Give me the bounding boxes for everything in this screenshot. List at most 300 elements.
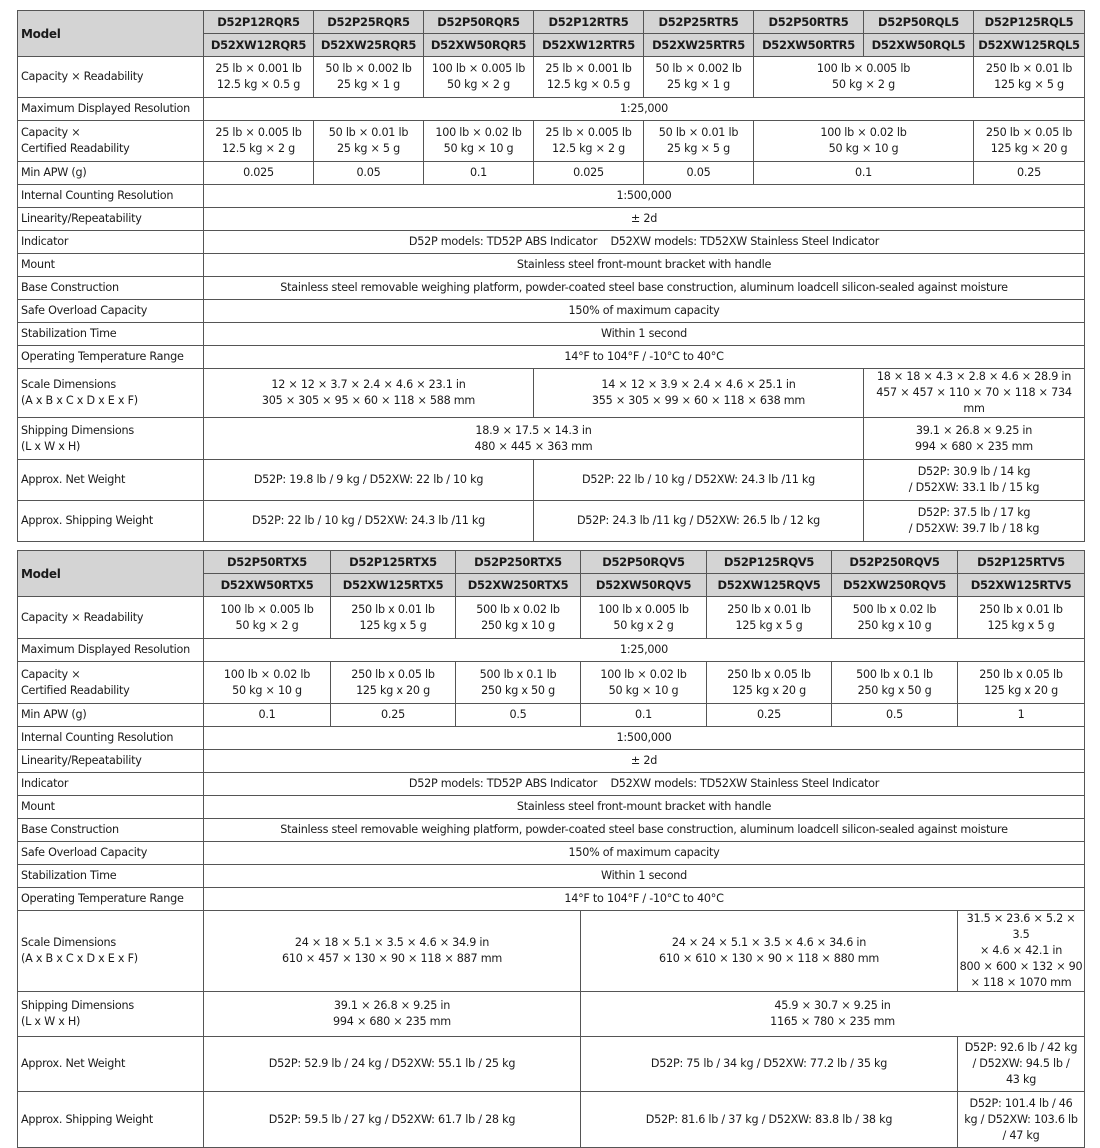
row-label (18, 369, 204, 418)
row-net-weight (18, 460, 1085, 501)
model-p-header: D52P50RQR5 (424, 11, 534, 34)
scale-dimensions-cell (204, 369, 534, 418)
model-xw-header: D52XW12RTR5 (534, 34, 644, 57)
cell-line: 50 lb × 0.01 lb (328, 126, 409, 139)
model-xw-header: D52XW125RQL5 (974, 34, 1085, 57)
row-mount (18, 796, 1085, 819)
certified-cell (958, 662, 1085, 704)
row-label-text: Operating Temperature Range (21, 892, 184, 905)
capacity-cell (424, 57, 534, 98)
certified-cell (424, 121, 534, 162)
cell-line: / 47 kg (1002, 1128, 1040, 1142)
apw-cell: 0.025 (534, 162, 644, 185)
cell-line: 100 lb × 0.005 lb (431, 62, 526, 75)
cell-line: 50 kg × 2 g (235, 618, 299, 632)
cell-line: 250 kg x 50 g (857, 683, 932, 697)
cell-line: 500 lb x 0.02 lb (852, 602, 937, 616)
cell-line: D52P: 101.4 lb / 46 (969, 1096, 1073, 1110)
base-cell: Stainless steel removable weighing platform, powder-coated steel base construction, aluminum loadcell silicon-sealed against moisture (204, 819, 1085, 842)
cell-line: 25 kg × 5 g (667, 142, 730, 155)
stabilization-cell: Within 1 second (204, 865, 1085, 888)
certified-cell (974, 121, 1085, 162)
row-label-text: Capacity × (21, 126, 81, 139)
row-scale-dimensions (18, 369, 1085, 418)
row-min-apw (18, 704, 1085, 727)
row-label-text: Min APW (g) (21, 166, 87, 179)
row-label-text: Capacity × Readability (21, 70, 144, 83)
apw-cell: 0.1 (204, 704, 331, 727)
certified-cell (707, 662, 832, 704)
cell-line: 250 lb x 0.05 lb (727, 667, 811, 681)
row-linearity (18, 208, 1085, 231)
cell-line: 305 × 305 × 95 × 60 × 118 × 588 mm (261, 394, 476, 407)
cell-line: 12 × 12 × 3.7 × 2.4 × 4.6 × 23.1 in (271, 378, 466, 391)
model-xw-header: D52XW25RTR5 (644, 34, 754, 57)
cell-line: 50 lb × 0.002 lb (325, 62, 412, 75)
row-label-text: Maximum Displayed Resolution (21, 643, 190, 656)
cell-line: 18.9 × 17.5 × 14.3 in (475, 423, 592, 437)
cell-line: 800 × 600 × 132 × 90 (959, 960, 1083, 973)
row-label-text: Stabilization Time (21, 869, 117, 882)
row-label-text: Shipping Dimensions (21, 999, 134, 1012)
row-label (18, 300, 204, 323)
cell-line: 250 kg x 10 g (857, 618, 932, 632)
row-label (18, 277, 204, 300)
row-min-apw (18, 162, 1085, 185)
row-max-displayed-resolution (18, 639, 1085, 662)
cell-line: 39.1 × 26.8 × 9.25 in (333, 999, 451, 1012)
cell-line: 100 lb × 0.02 lb (223, 667, 311, 681)
net-weight-cell (534, 460, 864, 501)
cell-line: 25 lb × 0.005 lb (545, 126, 632, 139)
row-label-text: Approx. Shipping Weight (21, 514, 154, 527)
cell-line: 100 lb × 0.02 lb (435, 126, 522, 139)
row-label (18, 727, 204, 750)
cell-line: / D52XW: 39.7 lb / 18 kg (908, 522, 1040, 535)
cell-line: 24 × 18 × 5.1 × 3.5 × 4.6 × 34.9 in (294, 936, 490, 949)
cell-line: D52P: 22 lb / 10 kg / D52XW: 24.3 lb /11 kg (582, 473, 815, 486)
apw-cell: 0.25 (974, 162, 1085, 185)
row-internal-counting-resolution (18, 727, 1085, 750)
cell-line: 500 lb x 0.1 lb (479, 667, 557, 681)
apw-cell: 0.025 (204, 162, 314, 185)
row-label (18, 773, 204, 796)
cell-line: 50 kg × 10 g (443, 142, 514, 155)
mount-cell: Stainless steel front-mount bracket with handle (204, 254, 1085, 277)
row-label-text: Indicator (21, 235, 69, 248)
cell-line: 610 × 610 × 130 × 90 × 118 × 880 mm (658, 952, 880, 965)
row-label (18, 231, 204, 254)
row-label (18, 98, 204, 121)
cell-line: 250 lb x 0.05 lb (351, 667, 435, 681)
cell-line: 12.5 kg × 2 g (221, 142, 296, 155)
model-p-header: D52P50RQV5 (581, 551, 707, 574)
row-certified-readability (18, 121, 1085, 162)
cell-line: 125 kg x 5 g (359, 618, 427, 632)
row-stabilization-time (18, 865, 1085, 888)
row-label-text: Safe Overload Capacity (21, 304, 148, 317)
shipping-weight-cell (204, 1092, 581, 1148)
row-label (18, 418, 204, 460)
model-xw-header: D52XW50RTR5 (754, 34, 864, 57)
cell-line: / D52XW: 94.5 lb / (972, 1057, 1070, 1070)
row-label-text: (L x W x H) (21, 439, 81, 453)
temperature-cell: 14°F to 104°F / -10°C to 40°C (204, 346, 1085, 369)
capacity-cell (707, 597, 832, 639)
cell-line: D52P: 24.3 lb /11 kg / D52XW: 26.5 lb / 12 kg (576, 514, 821, 527)
capacity-cell (331, 597, 456, 639)
cell-line: 39.1 × 26.8 × 9.25 in (915, 423, 1033, 437)
cell-line: 12.5 kg × 0.5 g (546, 78, 631, 91)
cell-line: 125 kg × 20 g (990, 142, 1068, 155)
row-label (18, 750, 204, 773)
header-row-p (18, 551, 1085, 574)
cell-line: 994 × 680 × 235 mm (915, 439, 1033, 453)
model-xw-header: D52XW125RQV5 (707, 574, 832, 597)
cell-line: 100 lb x 0.005 lb (598, 602, 689, 616)
header-row-p (18, 11, 1085, 34)
row-base-construction (18, 277, 1085, 300)
cell-line: 50 lb × 0.002 lb (655, 62, 742, 75)
certified-cell (204, 662, 331, 704)
row-label (18, 992, 204, 1037)
row-certified-readability (18, 662, 1085, 704)
cell-line: 250 lb x 0.01 lb (351, 602, 435, 616)
row-label (18, 911, 204, 992)
row-shipping-dimensions (18, 418, 1085, 460)
cell-line: 25 lb × 0.001 lb (215, 62, 302, 75)
row-label (18, 1092, 204, 1148)
capacity-cell (832, 597, 958, 639)
row-label-text: Stabilization Time (21, 327, 117, 340)
row-label-text: Internal Counting Resolution (21, 189, 174, 202)
model-xw-header: D52XW50RQR5 (424, 34, 534, 57)
cell-line: 12.5 kg × 2 g (551, 142, 626, 155)
certified-cell (456, 662, 581, 704)
row-label (18, 121, 204, 162)
certified-cell (832, 662, 958, 704)
row-max-displayed-resolution (18, 98, 1085, 121)
row-label (18, 888, 204, 911)
row-label-text: Safe Overload Capacity (21, 846, 148, 859)
row-shipping-dimensions (18, 992, 1085, 1037)
row-label (18, 639, 204, 662)
row-label-text: Certified Readability (21, 142, 130, 155)
apw-cell: 0.1 (581, 704, 707, 727)
cell-line: 50 kg × 10 g (608, 683, 679, 697)
capacity-cell (581, 597, 707, 639)
row-label-text: (L x W x H) (21, 1015, 81, 1028)
indicator-cell: D52P models: TD52P ABS Indicator D52XW models: TD52XW Stainless Steel Indicator (204, 773, 1085, 796)
certified-cell (314, 121, 424, 162)
scale-dimensions-cell (534, 369, 864, 418)
row-safe-overload (18, 842, 1085, 865)
model-xw-header: D52XW125RTX5 (331, 574, 456, 597)
row-label-text: Shipping Dimensions (21, 423, 134, 437)
capacity-cell (534, 57, 644, 98)
cell-line: 994 × 680 × 235 mm (333, 1015, 451, 1028)
cell-line: 125 kg x 20 g (984, 683, 1058, 697)
scale-dimensions-cell (864, 369, 1085, 418)
capacity-cell (456, 597, 581, 639)
linearity-cell: ± 2d (204, 750, 1085, 773)
cell-line: 100 lb × 0.005 lb (220, 602, 314, 616)
capacity-cell (204, 57, 314, 98)
cell-line: 125 kg x 20 g (732, 683, 806, 697)
row-label (18, 865, 204, 888)
shipping-dimensions-cell (864, 418, 1085, 460)
shipping-dimensions-cell (204, 992, 581, 1037)
apw-cell: 0.1 (424, 162, 534, 185)
model-xw-header: D52XW50RQL5 (864, 34, 974, 57)
shipping-dimensions-cell (581, 992, 1085, 1037)
linearity-cell: ± 2d (204, 208, 1085, 231)
net-weight-cell (204, 460, 534, 501)
cell-line: × 118 × 1070 mm (970, 976, 1072, 989)
model-p-header: D52P125RTV5 (958, 551, 1085, 574)
row-label-text: Mount (21, 258, 55, 271)
icr-cell: 1:500,000 (204, 185, 1085, 208)
cell-line: 24 × 24 × 5.1 × 3.5 × 4.6 × 34.6 in (671, 936, 867, 949)
model-p-header: D52P12RTR5 (534, 11, 644, 34)
cell-line: 610 × 457 × 130 × 90 × 118 × 887 mm (281, 952, 503, 965)
cell-line: 25 lb × 0.005 lb (215, 126, 302, 139)
row-capacity-readability (18, 57, 1085, 98)
model-p-header: D52P12RQR5 (204, 11, 314, 34)
apw-cell: 0.05 (644, 162, 754, 185)
model-p-header: D52P50RTX5 (204, 551, 331, 574)
base-cell: Stainless steel removable weighing platform, powder-coated steel base construction, aluminum loadcell silicon-sealed against moisture (204, 277, 1085, 300)
cell-line: D52P: 59.5 lb / 27 kg / D52XW: 61.7 lb / 28 kg (268, 1112, 516, 1126)
certified-cell (331, 662, 456, 704)
certified-cell (644, 121, 754, 162)
cell-line: 250 lb × 0.05 lb (985, 126, 1073, 139)
certified-cell (534, 121, 644, 162)
cell-line: 100 lb × 0.02 lb (820, 126, 907, 139)
row-label (18, 704, 204, 727)
model-xw-header: D52XW50RTX5 (204, 574, 331, 597)
cell-line: 25 kg × 1 g (667, 78, 730, 91)
row-safe-overload (18, 300, 1085, 323)
overload-cell: 150% of maximum capacity (204, 842, 1085, 865)
capacity-cell (958, 597, 1085, 639)
certified-cell (754, 121, 974, 162)
apw-cell: 0.1 (754, 162, 974, 185)
shipping-weight-cell (204, 501, 534, 542)
row-stabilization-time (18, 323, 1085, 346)
cell-line: / D52XW: 33.1 lb / 15 kg (908, 481, 1040, 494)
model-xw-header: D52XW25RQR5 (314, 34, 424, 57)
cell-line: 125 kg x 20 g (356, 683, 430, 697)
cell-line: D52P: 52.9 lb / 24 kg / D52XW: 55.1 lb / 25 kg (268, 1057, 516, 1070)
row-label-text: (A x B x C x D x E x F) (21, 952, 138, 965)
apw-cell: 0.25 (707, 704, 832, 727)
model-p-header: D52P125RTX5 (331, 551, 456, 574)
row-net-weight (18, 1037, 1085, 1092)
model-p-header: D52P25RTR5 (644, 11, 754, 34)
row-internal-counting-resolution (18, 185, 1085, 208)
apw-cell: 1 (958, 704, 1085, 727)
row-label-text: Linearity/Repeatability (21, 754, 142, 767)
cell-line: 125 kg x 5 g (735, 618, 803, 632)
cell-line: D52P: 19.8 lb / 9 kg / D52XW: 22 lb / 10 kg (253, 473, 484, 486)
cell-line: 50 kg × 10 g (232, 683, 302, 697)
cell-line: 50 lb × 0.01 lb (658, 126, 739, 139)
scale-dimensions-cell (204, 911, 581, 992)
shipping-weight-cell (864, 501, 1085, 542)
row-label (18, 254, 204, 277)
cell-line: 250 kg x 10 g (481, 618, 555, 632)
cell-line: 50 kg × 2 g (832, 78, 895, 91)
model-p-header: D52P250RTX5 (456, 551, 581, 574)
row-label-text: (A x B x C x D x E x F) (21, 394, 138, 407)
row-label (18, 662, 204, 704)
row-label (18, 501, 204, 542)
model-p-header: D52P250RQV5 (832, 551, 958, 574)
row-indicator (18, 231, 1085, 254)
cell-line: 125 kg × 5 g (994, 78, 1064, 91)
indicator-cell: D52P models: TD52P ABS Indicator D52XW models: TD52XW Stainless Steel Indicator (204, 231, 1085, 254)
model-xw-header: D52XW12RQR5 (204, 34, 314, 57)
row-capacity-readability (18, 597, 1085, 639)
certified-cell (581, 662, 707, 704)
overload-cell: 150% of maximum capacity (204, 300, 1085, 323)
row-linearity (18, 750, 1085, 773)
mount-cell: Stainless steel front-mount bracket with handle (204, 796, 1085, 819)
row-label (18, 842, 204, 865)
cell-line: 500 lb x 0.1 lb (856, 667, 933, 681)
row-label-text: Scale Dimensions (21, 936, 116, 949)
row-label (18, 1037, 204, 1092)
cell-line: 100 lb × 0.005 lb (816, 62, 911, 75)
row-label-text: Capacity × (21, 667, 81, 681)
apw-cell: 0.25 (331, 704, 456, 727)
row-label-text: Approx. Shipping Weight (21, 1112, 154, 1126)
row-label (18, 597, 204, 639)
cell-line: × 4.6 × 42.1 in (979, 944, 1063, 957)
capacity-cell (314, 57, 424, 98)
spec-table-2 (17, 550, 1085, 1148)
row-operating-temperature (18, 346, 1085, 369)
model-p-header: D52P125RQV5 (707, 551, 832, 574)
cell-line: 14 × 12 × 3.9 × 2.4 × 4.6 × 25.1 in (601, 378, 796, 391)
row-label (18, 796, 204, 819)
apw-cell: 0.5 (456, 704, 581, 727)
row-scale-dimensions (18, 911, 1085, 992)
net-weight-cell (958, 1037, 1085, 1092)
row-indicator (18, 773, 1085, 796)
cell-line: 100 lb × 0.02 lb (600, 667, 687, 681)
cell-line: 43 kg (1005, 1073, 1037, 1086)
scale-dimensions-cell (581, 911, 958, 992)
model-p-header: D52P125RQL5 (974, 11, 1085, 34)
shipping-weight-cell (581, 1092, 958, 1148)
cell-line: 50 kg x 2 g (613, 618, 674, 632)
cell-line: 25 lb × 0.001 lb (545, 62, 632, 75)
row-label-text: Mount (21, 800, 55, 813)
scale-dimensions-cell (958, 911, 1085, 992)
cell-line: 45.9 × 30.7 × 9.25 in (774, 999, 891, 1012)
cell-line: 50 kg × 2 g (447, 78, 510, 91)
row-label-text: Certified Readability (21, 683, 130, 697)
cell-line: 457 × 457 × 110 × 70 × 118 × 734 mm (876, 386, 1072, 415)
cell-line: 25 kg × 1 g (337, 78, 400, 91)
capacity-cell (974, 57, 1085, 98)
cell-line: D52P: 75 lb / 34 kg / D52XW: 77.2 lb / 35 kg (650, 1057, 888, 1070)
shipping-weight-cell (958, 1092, 1085, 1148)
row-base-construction (18, 819, 1085, 842)
row-label (18, 323, 204, 346)
stabilization-cell: Within 1 second (204, 323, 1085, 346)
cell-line: D52P: 92.6 lb / 42 kg (964, 1041, 1078, 1054)
net-weight-cell (581, 1037, 958, 1092)
capacity-cell (644, 57, 754, 98)
row-label (18, 162, 204, 185)
row-shipping-weight (18, 501, 1085, 542)
model-xw-header: D52XW125RTV5 (958, 574, 1085, 597)
cell-line: D52P: 37.5 lb / 17 kg (917, 506, 1031, 519)
row-label-text: Base Construction (21, 281, 119, 294)
cell-line: 50 kg × 10 g (828, 142, 899, 155)
row-mount (18, 254, 1085, 277)
cell-line: 1165 × 780 × 235 mm (770, 1015, 895, 1028)
model-xw-header: D52XW50RQV5 (581, 574, 707, 597)
row-label (18, 819, 204, 842)
cell-line: 250 lb x 0.01 lb (727, 602, 811, 616)
row-label-text: Scale Dimensions (21, 378, 116, 391)
model-header: Model (18, 551, 204, 597)
max-resolution-cell: 1:25,000 (204, 639, 1085, 662)
shipping-dimensions-cell (204, 418, 864, 460)
model-xw-header: D52XW250RQV5 (832, 574, 958, 597)
row-label-text: Min APW (g) (21, 708, 87, 721)
model-p-header: D52P50RTR5 (754, 11, 864, 34)
capacity-cell (754, 57, 974, 98)
cell-line: 18 × 18 × 4.3 × 2.8 × 4.6 × 28.9 in (876, 370, 1072, 383)
net-weight-cell (864, 460, 1085, 501)
capacity-cell (204, 597, 331, 639)
row-label (18, 460, 204, 501)
model-p-header: D52P25RQR5 (314, 11, 424, 34)
cell-line: 125 kg x 5 g (987, 618, 1055, 632)
icr-cell: 1:500,000 (204, 727, 1085, 750)
cell-line: 31.5 × 23.6 × 5.2 × 3.5 (966, 912, 1076, 941)
cell-line: 355 × 305 × 99 × 60 × 118 × 638 mm (591, 394, 806, 407)
row-label-text: Internal Counting Resolution (21, 731, 174, 744)
row-label-text: Maximum Displayed Resolution (21, 102, 190, 115)
apw-cell: 0.05 (314, 162, 424, 185)
cell-line: 250 lb x 0.01 lb (979, 602, 1063, 616)
cell-line: D52P: 30.9 lb / 14 kg (917, 465, 1031, 478)
row-label-text: Operating Temperature Range (21, 350, 184, 363)
cell-line: 250 lb × 0.01 lb (985, 62, 1073, 75)
shipping-weight-cell (534, 501, 864, 542)
cell-line: 250 kg x 50 g (481, 683, 555, 697)
max-resolution-cell: 1:25,000 (204, 98, 1085, 121)
row-label-text: Base Construction (21, 823, 119, 836)
row-label-text: Indicator (21, 777, 69, 790)
row-label-text: Approx. Net Weight (21, 473, 126, 486)
row-shipping-weight (18, 1092, 1085, 1148)
row-label (18, 346, 204, 369)
cell-line: 480 × 445 × 363 mm (474, 439, 593, 453)
net-weight-cell (204, 1037, 581, 1092)
cell-line: D52P: 22 lb / 10 kg / D52XW: 24.3 lb /11 kg (252, 514, 485, 527)
model-p-header: D52P50RQL5 (864, 11, 974, 34)
cell-line: D52P: 81.6 lb / 37 kg / D52XW: 83.8 lb / 38 kg (645, 1112, 893, 1126)
temperature-cell: 14°F to 104°F / -10°C to 40°C (204, 888, 1085, 911)
cell-line: 500 lb x 0.02 lb (476, 602, 560, 616)
